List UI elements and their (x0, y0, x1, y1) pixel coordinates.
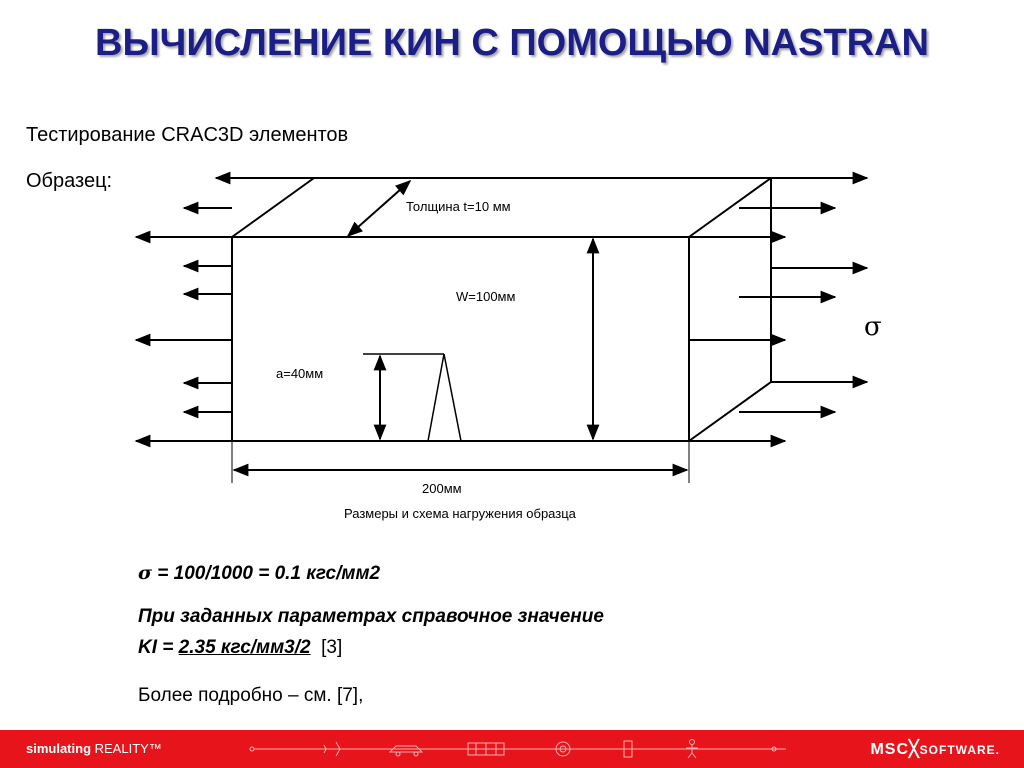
logo-software: SOFTWARE. (919, 743, 1000, 757)
page-title: ВЫЧИСЛЕНИЕ КИН С ПОМОЩЬЮ NASTRAN (95, 22, 929, 64)
ki-value: 2.35 кгс/мм3/2 (178, 637, 311, 658)
more-details: Более подробно – см. [7], (138, 685, 364, 706)
stress-formula-text: = 100/1000 = 0.1 кгс/мм2 (152, 563, 381, 584)
footer-tagline-bold: simulating (26, 741, 92, 756)
stress-formula (138, 562, 380, 585)
left-load-arrows (136, 178, 314, 441)
sample-label: Образец: (26, 170, 113, 192)
ki-reference: [3] (321, 637, 343, 658)
width-label: W=100мм (456, 289, 516, 304)
footer-icons-strip (240, 730, 800, 768)
ki-value-line (138, 637, 342, 659)
footer-bar (0, 730, 1024, 768)
diagram-caption: Размеры и схема нагружения образца (344, 506, 576, 521)
logo-brand: MSC (870, 741, 910, 758)
thickness-label: Толщина t=10 мм (406, 199, 511, 214)
msc-software-logo: MSC╳SOFTWARE. (870, 741, 1000, 758)
sigma-glyph: σ (138, 562, 153, 584)
ki-prefix: KI = (138, 637, 179, 658)
footer-tagline (26, 741, 162, 756)
specimen-front-face (232, 237, 689, 441)
thickness-dimension (348, 181, 410, 236)
length-label: 200мм (422, 481, 462, 496)
subtitle: Тестирование CRAC3D элементов (26, 124, 349, 146)
footer-tagline-rest: REALITY™ (91, 741, 162, 756)
sigma-symbol: σ (864, 312, 882, 342)
crack-length-label: a=40мм (276, 366, 324, 381)
car-icon (390, 746, 422, 756)
plane-icon (320, 742, 352, 756)
reference-text: При заданных параметрах справочное значение (138, 606, 604, 627)
